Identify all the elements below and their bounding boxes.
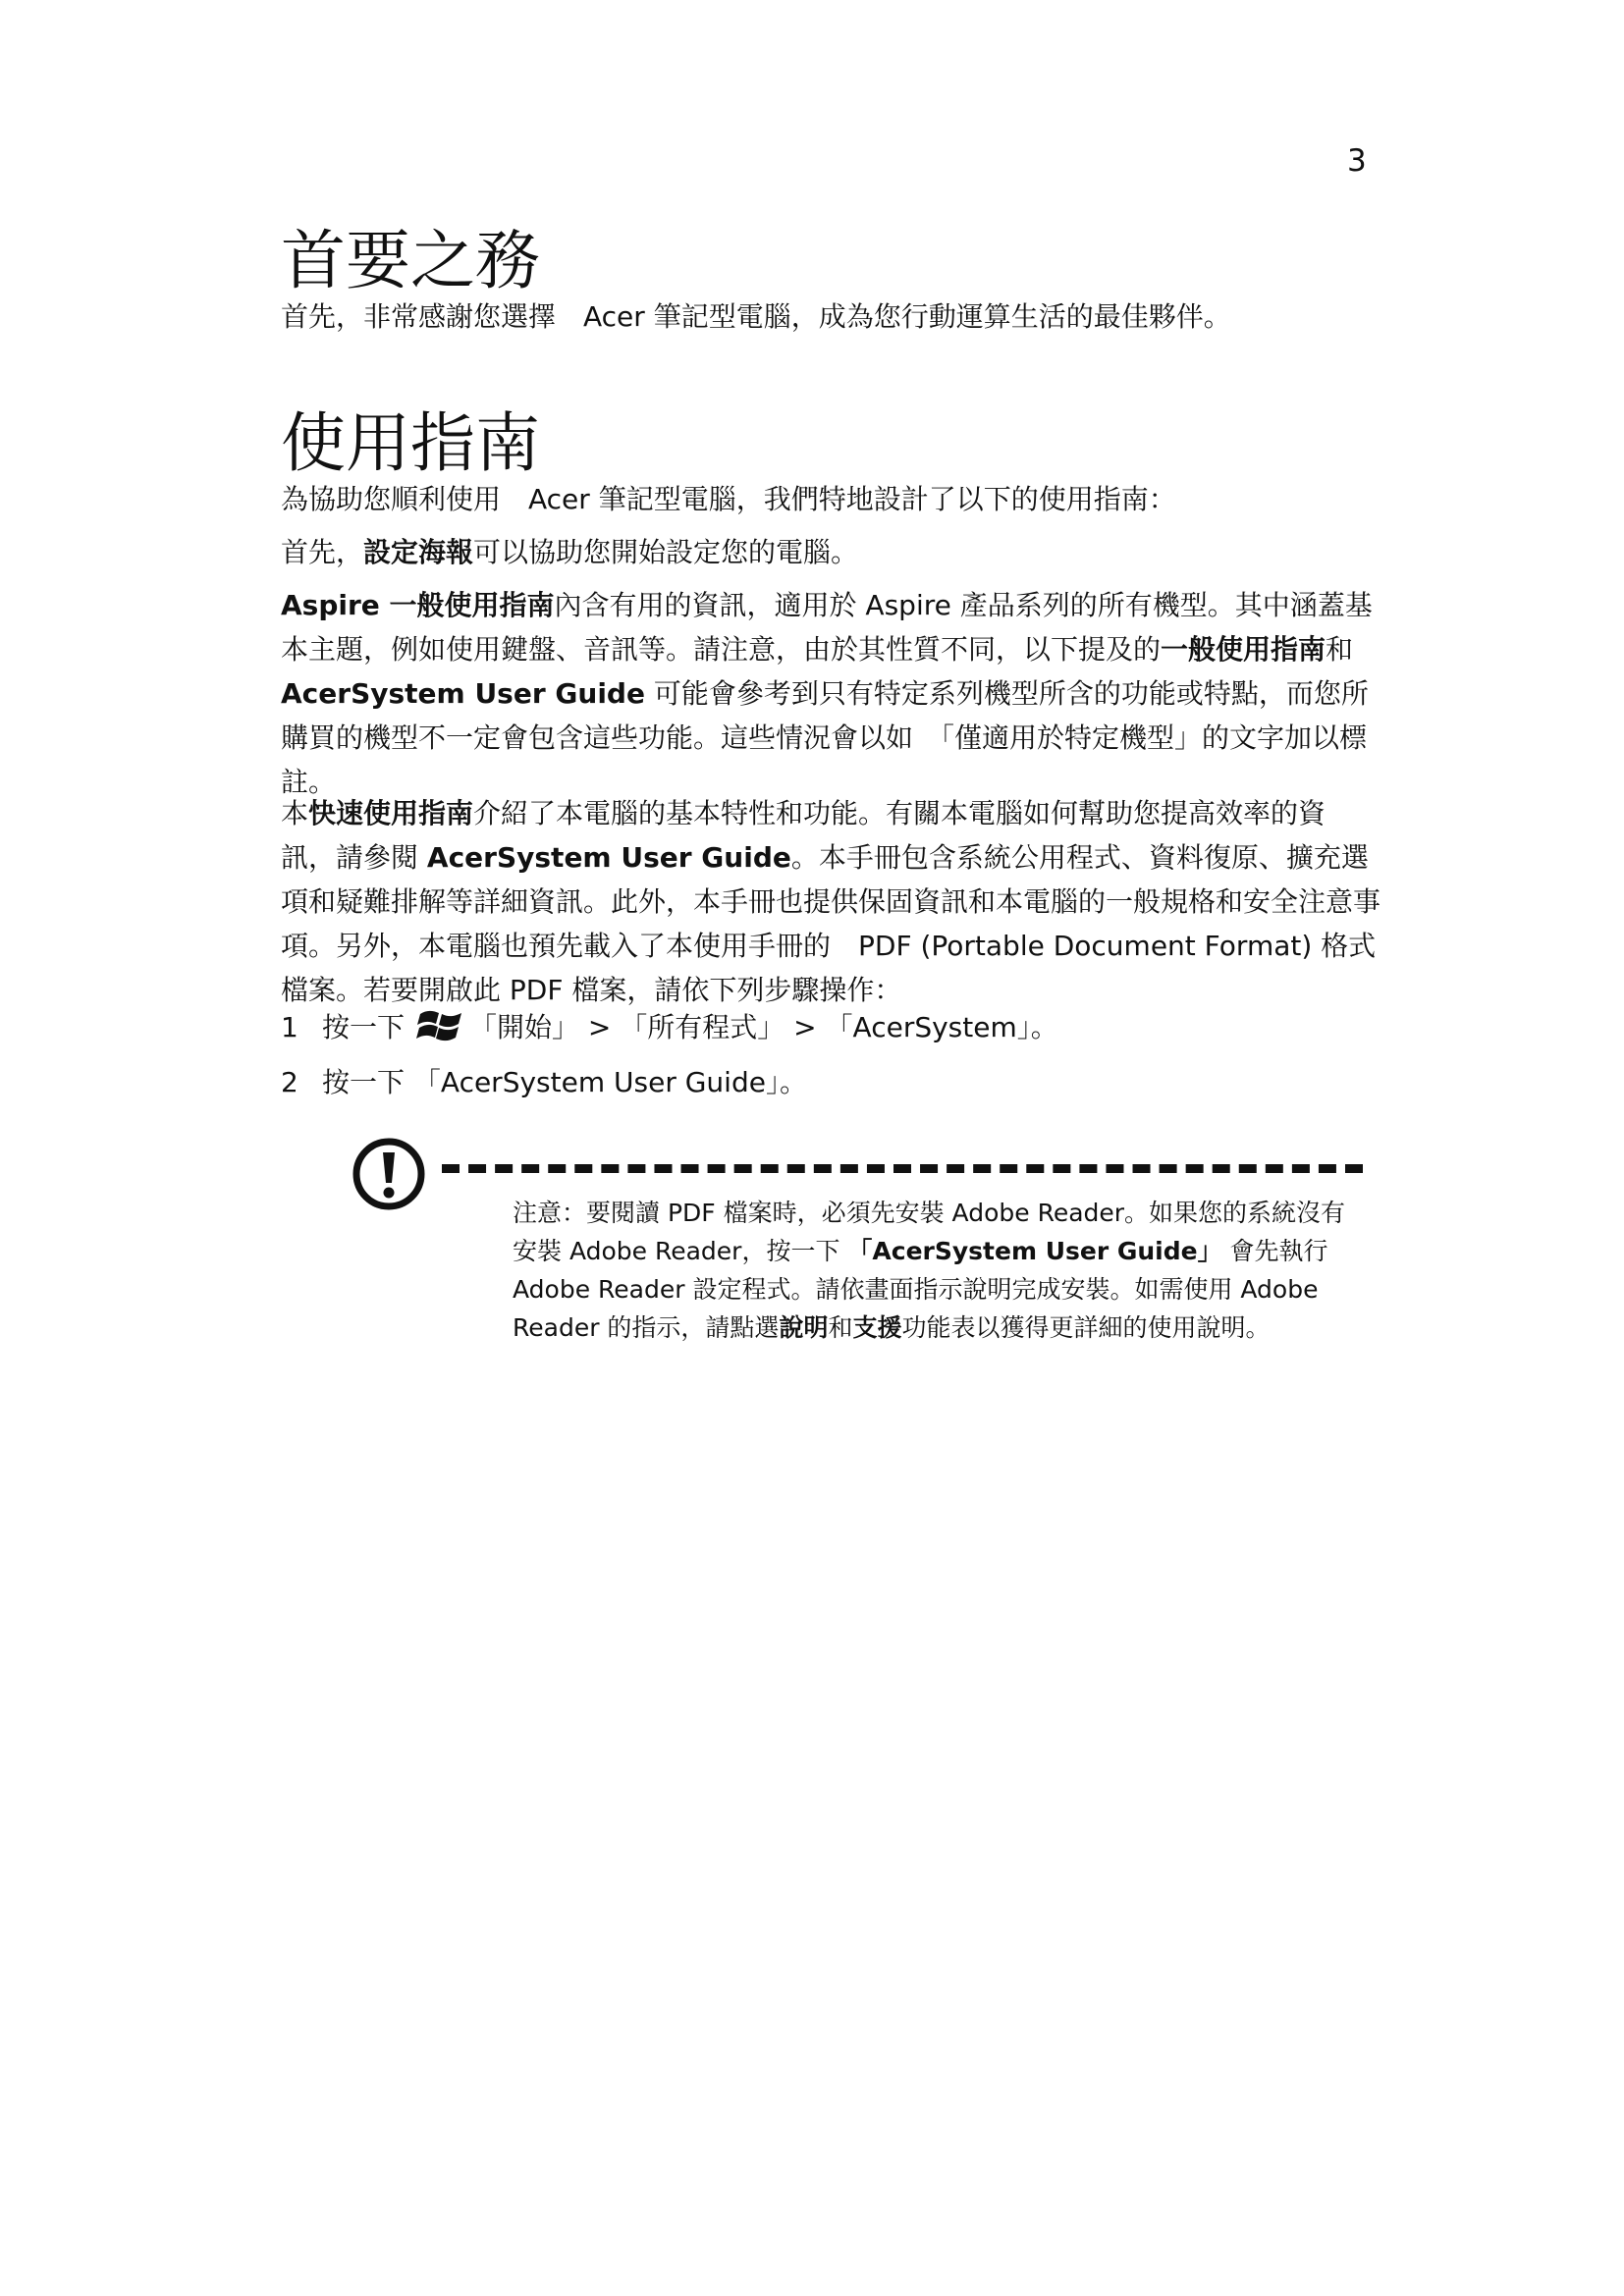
poster-prefix: 首先， [281, 536, 364, 568]
exclamation-warning-icon [352, 1137, 426, 1211]
quick-guide-label: 快速使用指南 [308, 797, 474, 829]
guides-intro-text: 為協助您順利使用 Acer 筆記型電腦，我們特地設計了以下的使用指南： [281, 483, 1176, 515]
welcome-text: 首先，非常感謝您選擇 Acer 筆記型電腦，成為您行動運算生活的最佳夥伴。 [281, 300, 1231, 333]
step-number: 2 [281, 1066, 298, 1098]
note-guide-label: 「AcerSystem User Guide」 [847, 1237, 1222, 1265]
note-box [352, 1119, 1373, 1355]
general-guide-label: 一般使用指南 [1161, 633, 1326, 666]
quick-text-1: 介紹了本電腦的基本特性和功能。有關本電腦如何幫助您提高效率的資訊，請參閱 [281, 797, 1326, 874]
step-item [281, 1060, 807, 1104]
step-text-a: 按一下 [322, 1011, 406, 1043]
aspire-guide-paragraph [281, 583, 1380, 804]
note-text-4: 功能表以獲得更詳細的使用說明。 [901, 1313, 1271, 1342]
quick-text-2: 。本手冊包含系統公用程式、資料復原、擴充選項和疑難排解等詳細資訊。此外，本手冊也提供保固資訊和本電腦的一般規格和安全注意事項。另外，本電腦也預先載入了本使用手冊的 PDF (Portable Document Format) 格式檔案。若要開啟此 PDF 檔案，請依下列步驟操作： [281, 841, 1381, 1006]
setup-poster-text [281, 530, 1380, 574]
setup-poster-label: 設定海報 [363, 536, 474, 568]
aspire-text-1: 內含有用的資訊，適用於 Aspire 產品系列的所有機型。其中涵蓋基本主題，例如使用鍵盤、音訊等。請注意，由於其性質不同，以下提及的 [281, 589, 1373, 666]
aspire-text-2: 和 [1326, 633, 1354, 666]
acersystem-guide-label: AcerSystem User Guide [281, 677, 645, 710]
step-text-b: 「開始」 > 「所有程式」 > 「AcerSystem」。 [469, 1011, 1058, 1043]
section-title-first-things: 首要之務 [281, 223, 540, 298]
quick-text-0: 本 [281, 797, 309, 829]
note-text-3: 和 [828, 1313, 853, 1342]
note-divider [442, 1164, 1363, 1173]
step-item [281, 1005, 1058, 1049]
step-text-a: 按一下 「AcerSystem User Guide」。 [322, 1066, 807, 1098]
section-title-guides: 使用指南 [281, 405, 540, 481]
aspire-guide-label: Aspire 一般使用指南 [281, 589, 555, 621]
windows-start-icon [416, 1005, 465, 1046]
note-text [513, 1194, 1363, 1347]
acersystem-guide-label-2: AcerSystem User Guide [426, 841, 791, 874]
poster-suffix: 可以協助您開始設定您的電腦。 [473, 536, 859, 568]
page-number: 3 [1347, 143, 1367, 179]
note-support-label: 支援 [852, 1313, 902, 1342]
note-text-2: 會先執行 Adobe Reader 設定程式。請依畫面指示說明完成安裝。如需使用 Adobe Reader 的指示，請點選 [513, 1237, 1328, 1342]
step-number: 1 [281, 1011, 298, 1043]
quick-guide-paragraph [281, 791, 1380, 1012]
aspire-text-3: 可能會參考到只有特定系列機型所含的功能或特點，而您所購買的機型不一定會包含這些功能。這些情況會以如 「僅適用於特定機型」的文字加以標註。 [281, 677, 1369, 798]
note-help-label: 說明 [779, 1313, 829, 1342]
note-text-1: 注意：要閱讀 PDF 檔案時，必須先安裝 Adobe Reader。如果您的系統沒有安裝 Adobe Reader，按一下 [513, 1199, 1346, 1265]
